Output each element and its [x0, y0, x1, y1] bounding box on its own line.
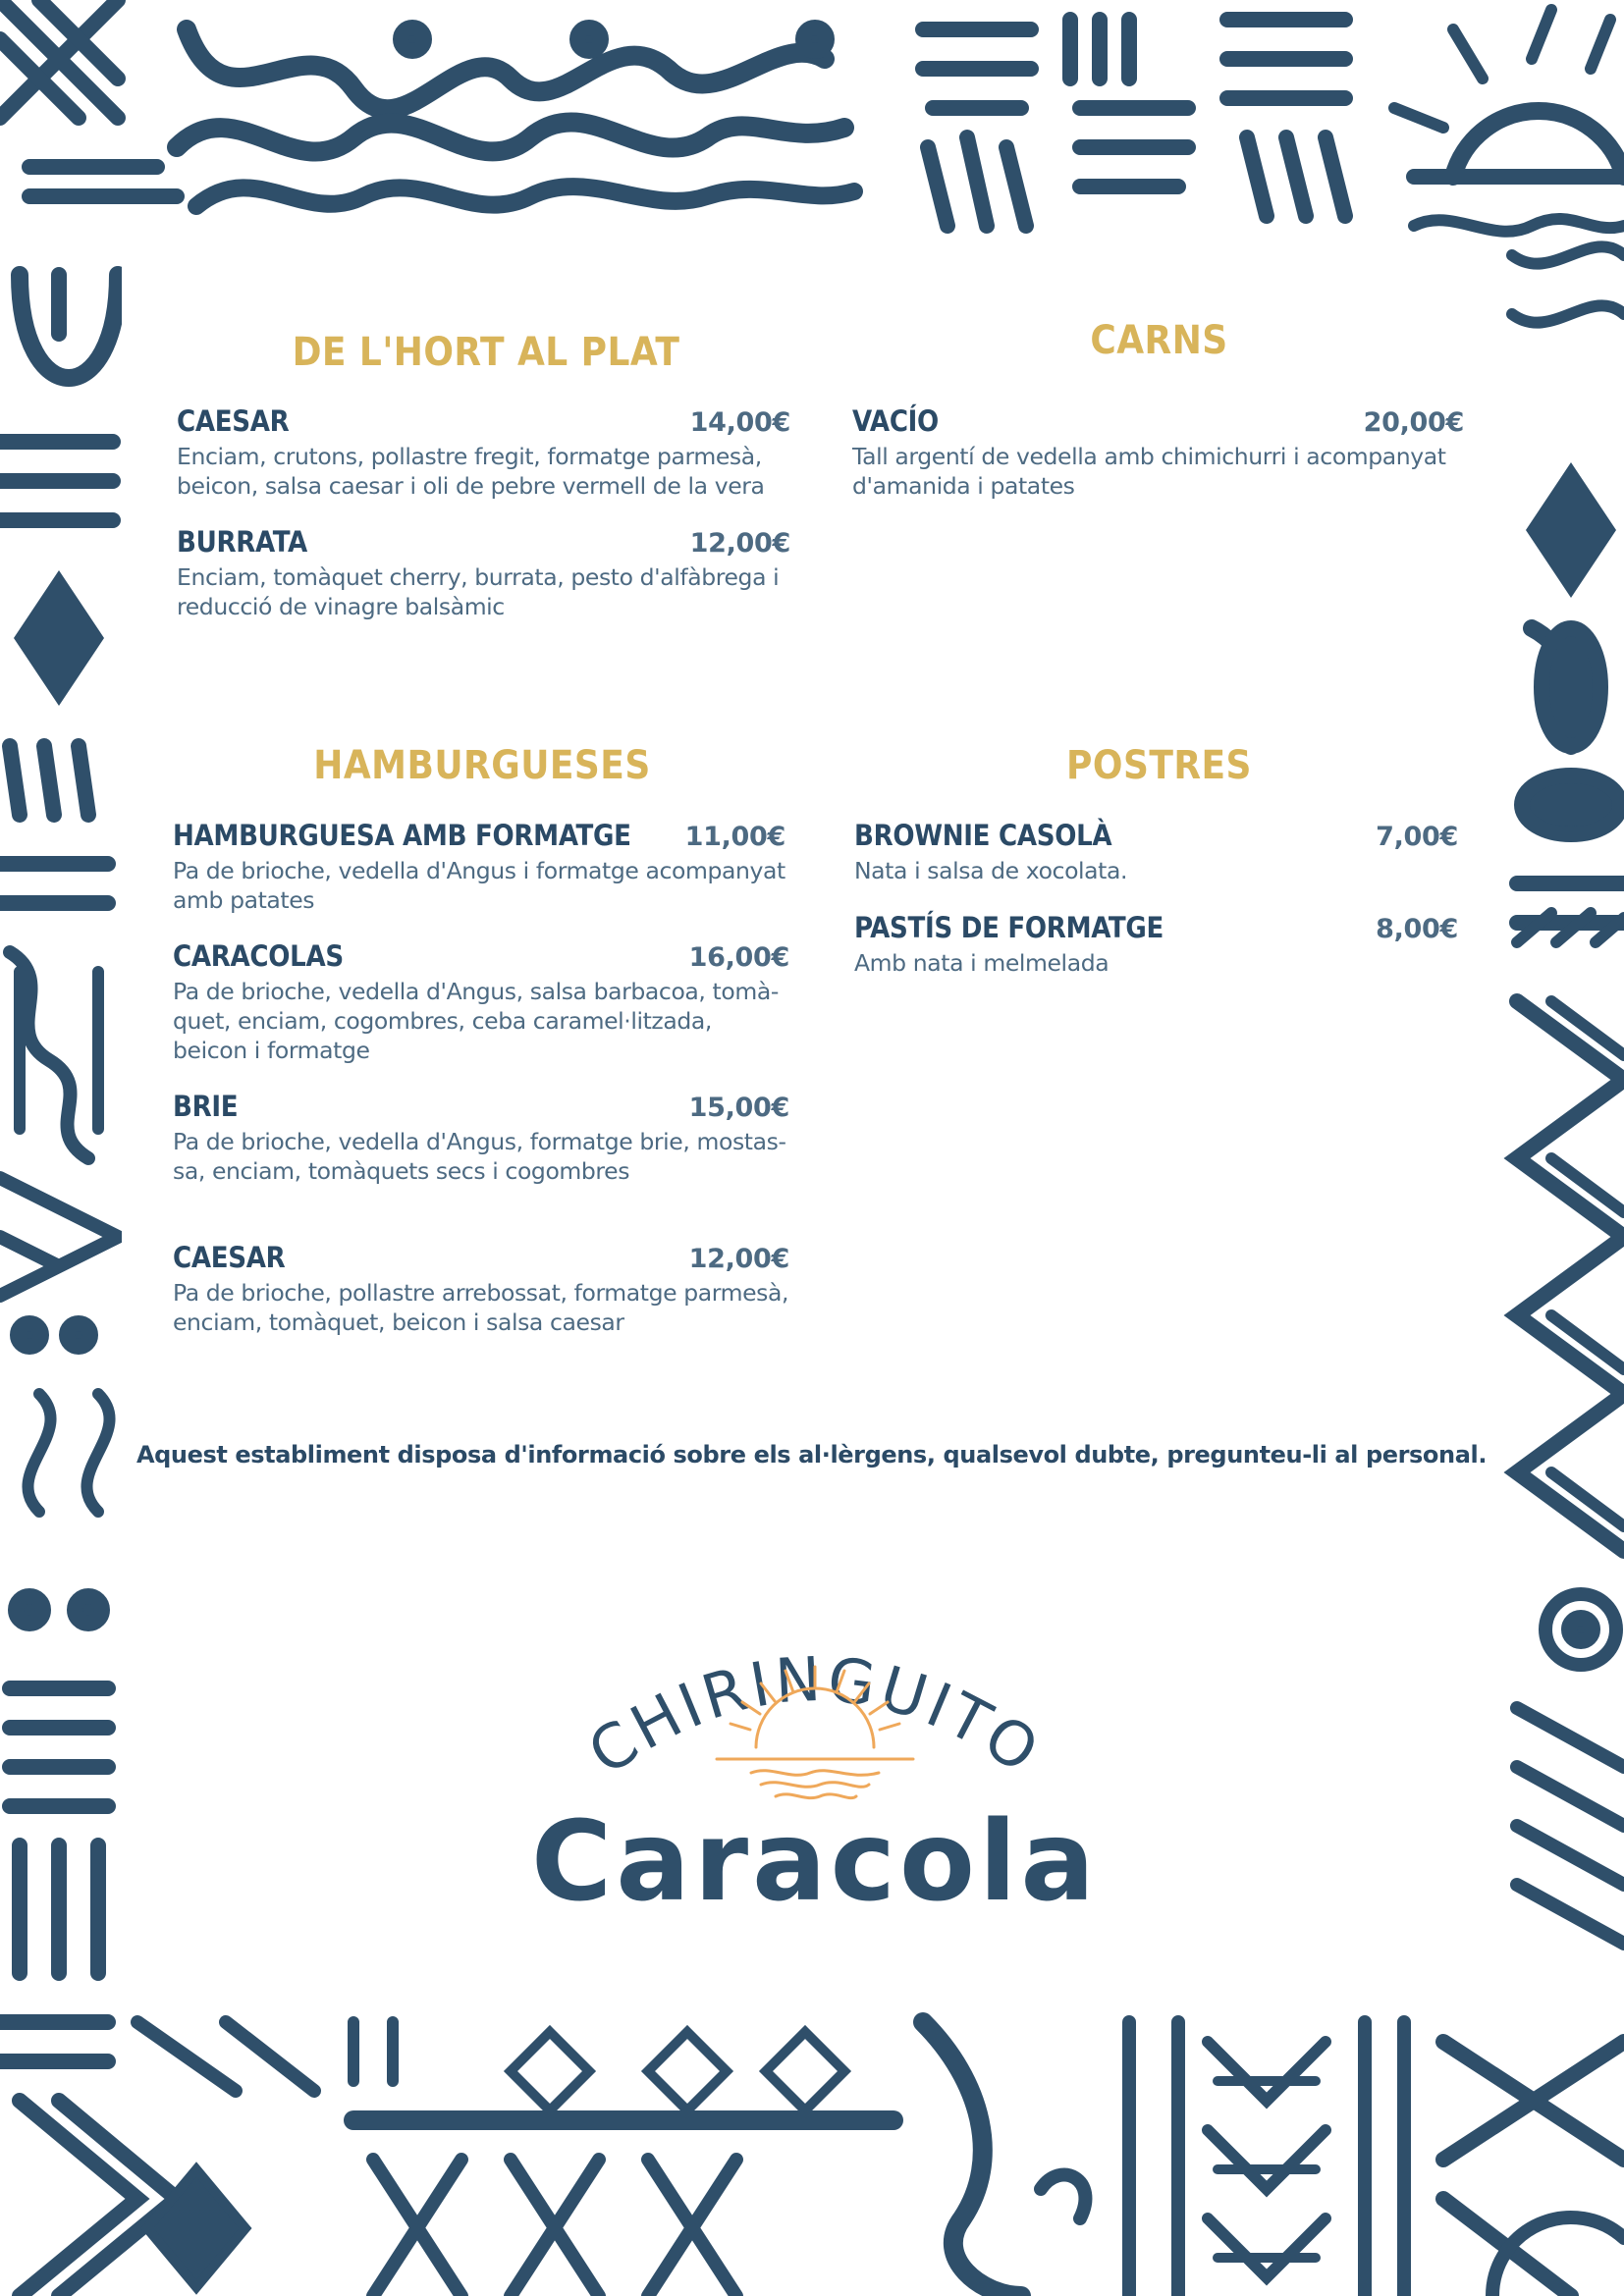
- item-name: CAESAR: [177, 404, 290, 438]
- menu-item-vacio: [852, 404, 1464, 501]
- item-price: 14,00€: [689, 407, 790, 438]
- item-price: 12,00€: [688, 1244, 789, 1274]
- item-description: Pa de brioche, vedella d'Angus, salsa barbacoa, tomà-quet, enciam, cogombres, ceba caramel·litzada, beicon i formatge: [173, 978, 779, 1064]
- menu-item-burrata: [177, 525, 790, 621]
- item-description: Pa de brioche, pollastre arrebossat, formatge parmesà, enciam, tomàquet, beicon i salsa caesar: [173, 1279, 789, 1336]
- chiringuito-caracola-logo: [471, 1590, 1159, 1926]
- item-price: 16,00€: [688, 942, 789, 973]
- item-price: 8,00€: [1376, 914, 1458, 944]
- logo-subtitle-text: CHIRINGUITO: [575, 1642, 1055, 1789]
- item-price: 11,00€: [684, 822, 785, 852]
- menu-item-caracolas: [173, 939, 789, 1065]
- item-name: BURRATA: [177, 525, 307, 559]
- item-description: Amb nata i melmelada: [854, 949, 1110, 977]
- item-price: 7,00€: [1376, 822, 1458, 852]
- item-description: Tall argentí de vedella amb chimichurri i acompanyat d'amanida i patates: [852, 443, 1446, 500]
- item-description: Nata i salsa de xocolata.: [854, 857, 1128, 884]
- item-price: 12,00€: [689, 528, 790, 559]
- menu-item-burger-caesar: [173, 1241, 789, 1337]
- logo-subtitle: [575, 1643, 1054, 1789]
- section-title-postres: POSTRES: [1066, 743, 1252, 788]
- section-title-hamburgueses: HAMBURGUESES: [313, 743, 651, 788]
- item-name: HAMBURGUESA AMB FORMATGE: [173, 819, 631, 852]
- menu-item-brownie: [854, 819, 1458, 885]
- item-name: BRIE: [173, 1090, 239, 1123]
- menu-item-hort-caesar: [177, 404, 790, 501]
- item-description: Pa de brioche, vedella d'Angus, formatge brie, mostas-sa, enciam, tomàquets secs i cogombres: [173, 1128, 786, 1185]
- item-price: 15,00€: [688, 1093, 789, 1123]
- section-title-hort: DE L'HORT AL PLAT: [292, 330, 680, 375]
- logo-name: Caracola: [531, 1798, 1099, 1926]
- item-name: PASTÍS DE FORMATGE: [854, 911, 1164, 944]
- item-name: VACÍO: [852, 404, 939, 438]
- item-name: CAESAR: [173, 1241, 286, 1274]
- item-description: Enciam, tomàquet cherry, burrata, pesto d'alfàbrega i reducció de vinagre balsàmic: [177, 563, 780, 620]
- item-name: BROWNIE CASOLÀ: [854, 819, 1112, 852]
- item-name: CARACOLAS: [173, 939, 344, 973]
- allergens-notice: Aquest establiment disposa d'informació sobre els al·lèrgens, qualsevol dubte, pregunteu-li al personal.: [135, 1441, 1488, 1468]
- item-description: Enciam, crutons, pollastre fregit, formatge parmesà, beicon, salsa caesar i oli de pebre vermell de la vera: [177, 443, 765, 500]
- menu-item-pastis-formatge: [854, 911, 1458, 978]
- section-title-carns: CARNS: [1090, 318, 1228, 363]
- menu-item-hamburguesa-formatge: [173, 819, 785, 915]
- item-description: Pa de brioche, vedella d'Angus i formatge acompanyat amb patates: [173, 857, 785, 914]
- item-price: 20,00€: [1363, 407, 1464, 438]
- menu-item-brie: [173, 1090, 789, 1186]
